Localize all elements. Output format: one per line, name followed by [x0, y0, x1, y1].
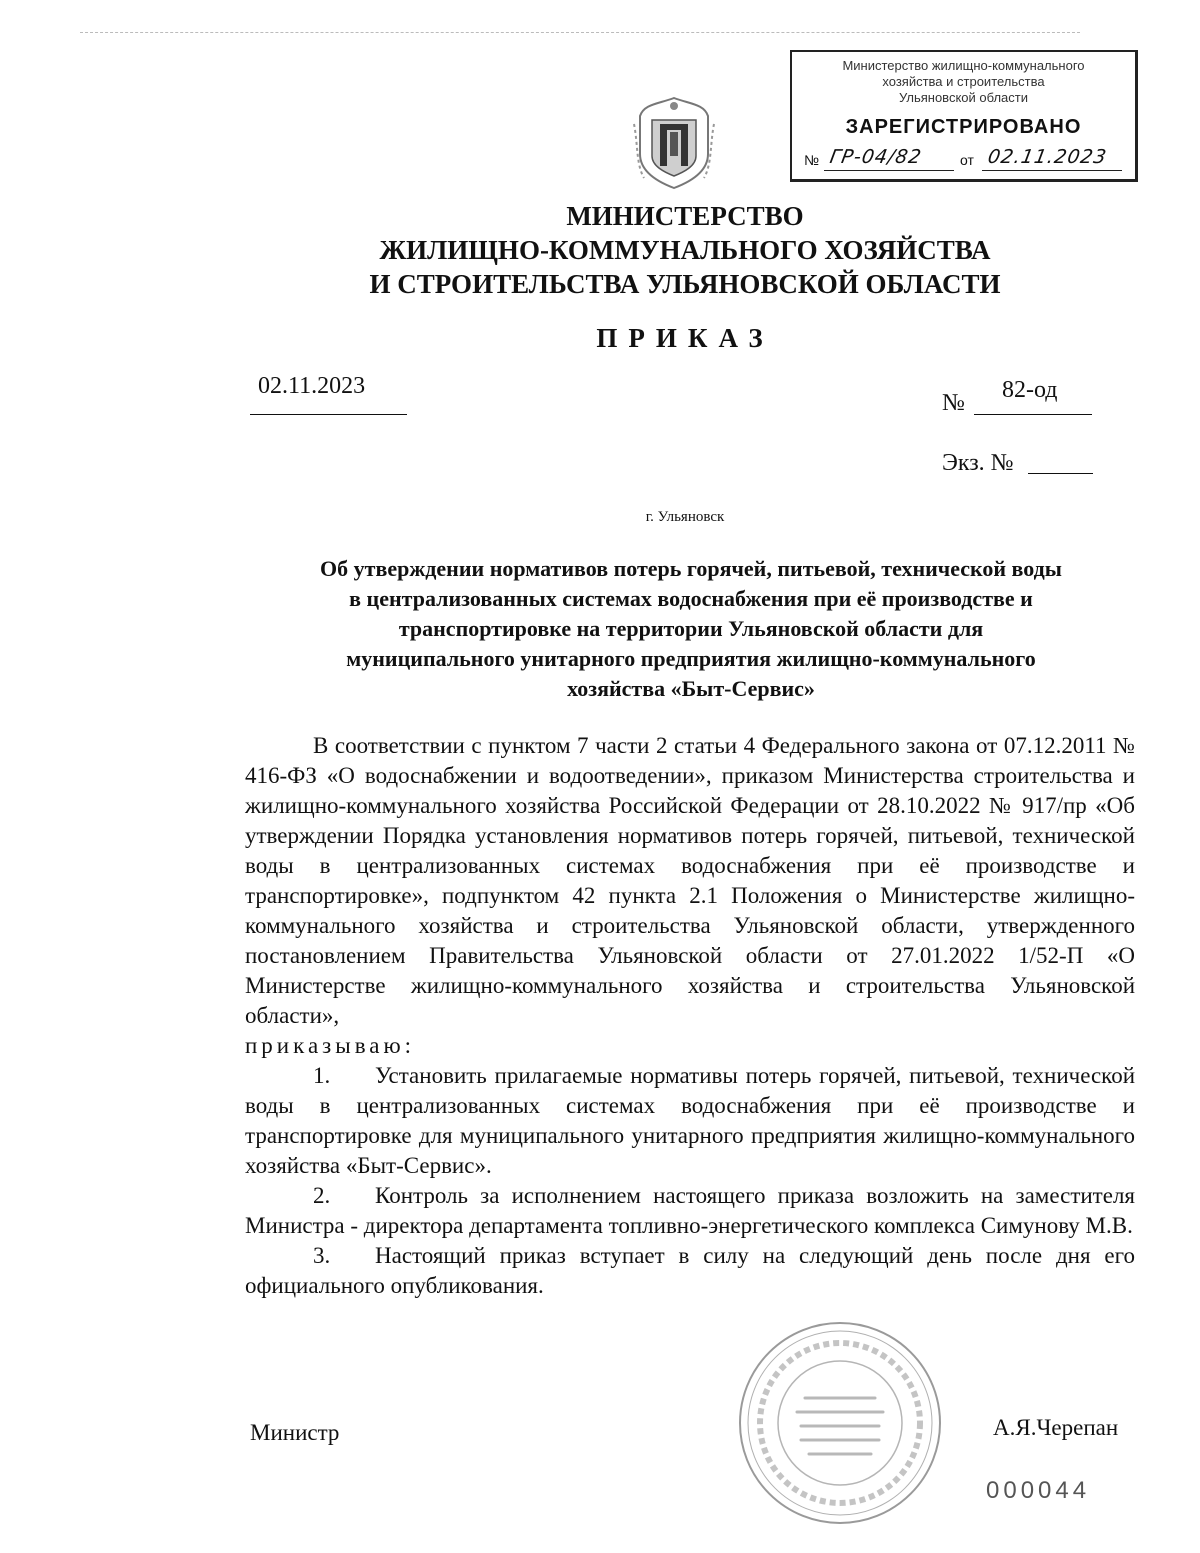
order-item	[245, 1181, 1135, 1241]
stamp-date-label: от	[960, 152, 974, 168]
official-seal-icon	[735, 1318, 945, 1528]
copy-number-label: Экз. №	[942, 450, 1014, 476]
stamp-number-handwritten: ГР-04/82	[828, 146, 924, 168]
stamp-org-line3: Ульяновской области	[898, 90, 1029, 105]
stamp-org-line1: Министерство жилищно-коммунального	[842, 58, 1085, 73]
item-text: Настоящий приказ вступает в силу на следующий день после дня его официального опубликования.	[245, 1243, 1135, 1298]
date-underline	[250, 414, 407, 415]
subject-line3: транспортировке на территории Ульяновской области для	[398, 616, 984, 641]
item-number: 3.	[313, 1243, 331, 1268]
subject-line2: в централизованных системах водоснабжения при её производстве и	[349, 586, 1033, 611]
scan-top-edge	[80, 32, 1080, 33]
item-number: 2.	[313, 1183, 331, 1208]
copy-number-underline	[1028, 473, 1093, 474]
serial-number: 000044	[986, 1477, 1091, 1504]
order-subject	[245, 554, 1137, 704]
subject-line4: муниципального унитарного предприятия жилищно-коммунального	[346, 646, 1036, 671]
preamble-text: В соответствии с пунктом 7 части 2 статьи 4 Федерального закона от 07.12.2011 № 416-ФЗ «О водоснабжении и водоотведении», приказом Министерства строительства и жилищно-коммунального хозяйства Российской Федерации от 28.10.2022 № 917/пр «Об утверждении Порядка установления нормативов потерь горячей, питьевой, технической воды в централизованных системах водоснабжения при её производстве и транспортировке», подпунктом 42 пункта 2.1 Положения о Министерстве жилищно-коммунального хозяйства и строительства Ульяновской области, утвержденного постановлением Правительства Ульяновской области от 27.01.2022 1/52-П «О Министерстве жилищно-коммунального хозяйства и строительства Ульяновской области»,	[245, 733, 1135, 1028]
subject-line1: Об утверждении нормативов потерь горячей, питьевой, технической воды	[320, 556, 1062, 581]
order-number-label: №	[942, 390, 965, 416]
registration-stamp	[790, 50, 1138, 182]
order-body	[245, 731, 1135, 1301]
item-text: Контроль за исполнением настоящего приказа возложить на заместителя Министра - директора департамента топливно-энергетического комплекса Симунову М.В.	[245, 1183, 1135, 1238]
order-item	[245, 1061, 1135, 1181]
command-word: приказываю:	[245, 1033, 416, 1058]
number-underline	[974, 414, 1092, 415]
document-type: ПРИКАЗ	[596, 323, 774, 353]
ministry-name-line1: МИНИСТЕРСТВО	[566, 201, 804, 231]
order-date: 02.11.2023	[258, 373, 366, 399]
item-text: Установить прилагаемые нормативы потерь горячей, питьевой, технической воды в централизованных системах водоснабжения при её производстве и транспортировке для муниципального унитарного предприятия жилищно-коммунального хозяйства «Быт-Сервис».	[245, 1063, 1135, 1178]
signatory-name: А.Я.Черепан	[993, 1415, 1119, 1440]
stamp-number-label: №	[804, 152, 820, 168]
subject-line5: хозяйства «Быт-Сервис»	[567, 676, 815, 701]
stamp-org-line2: хозяйства и строительства	[882, 74, 1045, 89]
city: г. Ульяновск	[645, 509, 725, 525]
ministry-name-line3: И СТРОИТЕЛЬСТВА УЛЬЯНОВСКОЙ ОБЛАСТИ	[369, 269, 1001, 299]
stamp-date-handwritten: 02.11.2023	[986, 146, 1109, 168]
order-number: 82-од	[1002, 377, 1058, 403]
order-item	[245, 1241, 1135, 1301]
preamble-paragraph	[245, 731, 1135, 1031]
ministry-name-line2: ЖИЛИЩНО-КОММУНАЛЬНОГО ХОЗЯЙСТВА	[379, 235, 991, 265]
stamp-title: ЗАРЕГИСТРИРОВАНО	[845, 116, 1082, 138]
coat-of-arms-icon	[630, 94, 718, 190]
item-number: 1.	[313, 1063, 331, 1088]
signatory-role: Министр	[250, 1420, 340, 1445]
